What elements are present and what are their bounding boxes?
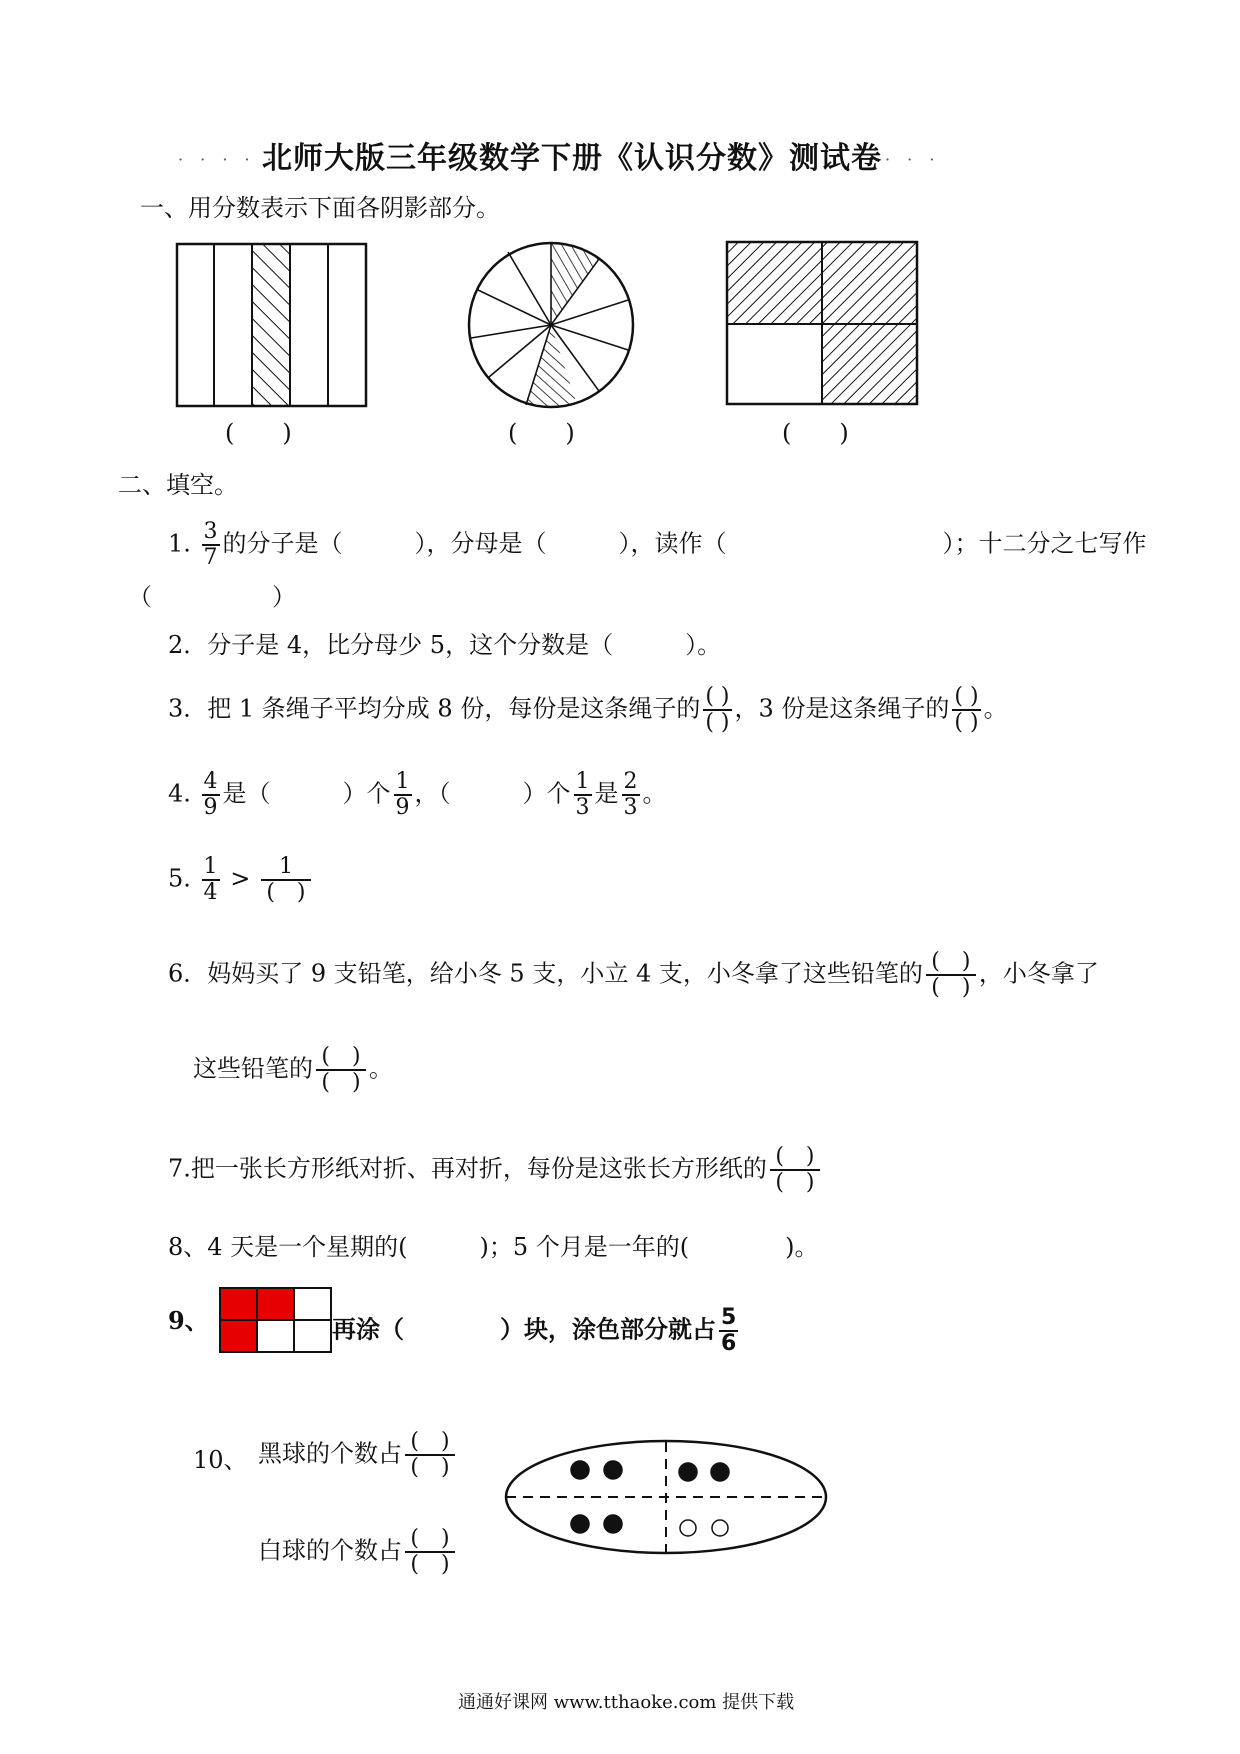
q5-blank-fraction[interactable]: $\frac{1}{( )}$ xyxy=(261,855,311,905)
question-2: 2．分子是 4，比分母少 5，这个分数是（ ）。 xyxy=(168,631,722,659)
black-ball xyxy=(604,1461,622,1479)
black-ball xyxy=(571,1515,589,1533)
q10-black-ratio: 黑球的个数占 $\frac{( )}{( )}$ xyxy=(258,1430,458,1480)
black-ball xyxy=(679,1463,697,1481)
question-3: 3．把 1 条绳子平均分成 8 份，每份是这条绳子的 $\frac{( )}{( )}$ ，3 份是这条绳子的 $\frac{( )}{( )}$ 。 xyxy=(168,684,1008,735)
q10-ball-oval xyxy=(503,1438,829,1556)
q1-text: 的分子是（ ），分母是（ ），读作（ ）；十二分之七写作 xyxy=(222,529,1147,558)
q9-fraction: $\frac{5}{6}$ xyxy=(721,1305,737,1356)
black-ball xyxy=(571,1461,589,1479)
black-ball xyxy=(711,1463,729,1481)
question-1 xyxy=(168,520,1147,570)
q4-fraction-1: $\frac{4}{9}$ xyxy=(203,769,218,820)
q9-cell-filled xyxy=(220,1320,257,1352)
figure-striped-rectangle xyxy=(176,243,368,408)
q9-grid xyxy=(219,1287,332,1353)
q6-blank-fraction-1[interactable]: $\frac{( )}{( )}$ xyxy=(926,950,976,1000)
q10-black-blank-fraction[interactable]: $\frac{( )}{( )}$ xyxy=(405,1430,455,1480)
question-9: 再涂（ ）块，涂色部分就占 $\frac{5}{6}$ xyxy=(332,1305,737,1356)
q5-fraction-1: $\frac{1}{4}$ xyxy=(203,854,218,905)
question-4: 4. $\frac{4}{9}$ 是（ ）个 $\frac{1}{9}$ ，（ ）个 $\frac{1}{3}$ 是 $\frac{2}{3}$ 。 xyxy=(168,769,667,820)
q1-number: 1. xyxy=(168,529,191,558)
q4-fraction-3: $\frac{1}{3}$ xyxy=(575,769,590,820)
q1-fraction: $\frac{3}{7}$ xyxy=(203,519,218,570)
answer-blank-1[interactable]: ( ) xyxy=(225,419,292,447)
section2-heading: 二、填空。 xyxy=(118,471,238,499)
question-5: 5. $\frac{1}{4}$ > $\frac{1}{( )}$ xyxy=(168,855,314,905)
question-8: 8、4 天是一个星期的( )；5 个月是一年的( )。 xyxy=(168,1233,819,1261)
figure-divided-circle xyxy=(466,240,636,410)
q9-cell-empty[interactable] xyxy=(294,1288,331,1320)
q7-blank-fraction[interactable]: $\frac{( )}{( )}$ xyxy=(770,1145,820,1195)
q10-number: 10、 xyxy=(193,1446,248,1474)
question-6: 6．妈妈买了 9 支铅笔，给小冬 5 支，小立 4 支，小冬拿了这些铅笔的 $\frac{( )}{( )}$ ，小冬拿了 xyxy=(168,949,1099,1000)
white-ball xyxy=(712,1520,728,1536)
title-dots-right: · · · xyxy=(885,150,941,169)
q10-white-ratio: 白球的个数占 $\frac{( )}{( )}$ xyxy=(258,1527,458,1577)
q4-fraction-4: $\frac{2}{3}$ xyxy=(623,769,638,820)
answer-blank-2[interactable]: ( ) xyxy=(508,419,575,447)
question-6-line2: 这些铅笔的 $\frac{( )}{( )}$ 。 xyxy=(193,1044,393,1095)
figure-quartered-square xyxy=(726,241,918,405)
q10-white-blank-fraction[interactable]: $\frac{( )}{( )}$ xyxy=(405,1527,455,1577)
black-ball xyxy=(604,1515,622,1533)
title-dots-left: · · · · · xyxy=(178,150,278,169)
q3-blank-fraction-2[interactable]: $\frac{( )}{( )}$ xyxy=(954,684,979,735)
page-title: 北师大版三年级数学下册《认识分数》测试卷 xyxy=(262,141,882,176)
q6-blank-fraction-2[interactable]: $\frac{( )}{( )}$ xyxy=(316,1045,366,1095)
q9-cell-empty[interactable] xyxy=(294,1320,331,1352)
q4-fraction-2: $\frac{1}{9}$ xyxy=(395,769,410,820)
footer-text: 通通好课网 www.tthaoke.com 提供下载 xyxy=(458,1692,795,1713)
q9-cell-filled xyxy=(220,1288,257,1320)
q9-cell-empty[interactable] xyxy=(257,1320,294,1352)
white-ball xyxy=(680,1520,696,1536)
question-7: 7.把一张长方形纸对折、再对折，每份是这张长方形纸的 $\frac{( )}{( )}$ xyxy=(168,1145,823,1195)
q1-answer-blank[interactable]: （ ） xyxy=(128,583,296,611)
q9-cell-filled xyxy=(257,1288,294,1320)
q9-number: 9、 xyxy=(168,1306,209,1335)
section1-heading: 一、用分数表示下面各阴影部分。 xyxy=(140,194,500,222)
answer-blank-3[interactable]: ( ) xyxy=(782,419,849,447)
q3-blank-fraction-1[interactable]: $\frac{( )}{( )}$ xyxy=(705,684,730,735)
